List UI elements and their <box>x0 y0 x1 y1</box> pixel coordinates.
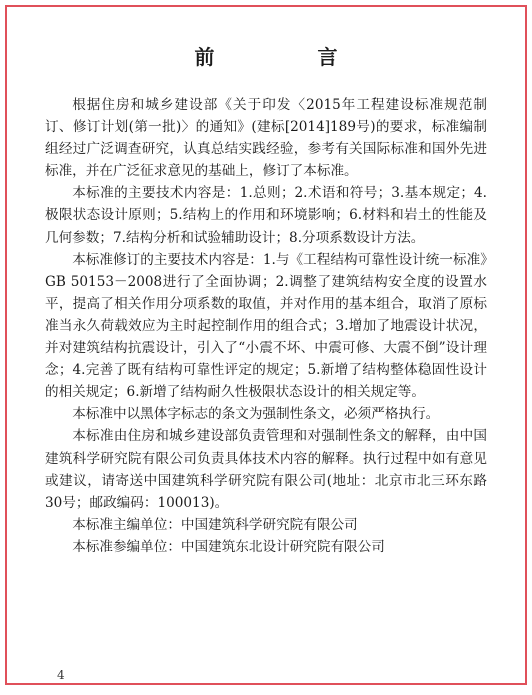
paragraph-chief-editor: 本标准主编单位：中国建筑科学研究院有限公司 <box>72 516 358 533</box>
paragraph-mandatory-clauses: 本标准中以黑体字标志的条文为强制性条文，必须严格执行。 <box>72 406 440 423</box>
paragraph-revision-content: 本标准修订的主要技术内容是：1.与《工程结构可靠性设计统一标准》GB 50153－2008进行了全面协调；2.调整了建筑结构安全度的设置水平，提高了相关作用分项系数的取值，并对作用的基本组合，取消了原标准当永久荷载效应为主时起控制作用的组合式；3.增加了地震设计状况，并对建筑结构抗震设计，引入了“小震不坏、中震可修、大震不倒”设计理念；4.完善了既有结构可靠性评定的规定；5.新增了结构整体稳固性设计的相关规定；6.新增了结构耐久性极限状态设计的相关规定等。 <box>45 251 487 401</box>
paragraph-main-content: 本标准的主要技术内容是：1.总则；2.术语和符号；3.基本规定；4.极限状态设计原则；5.结构上的作用和环境影响；6.材料和岩土的性能及几何参数；7.结构分析和试验辅助设计；8.分项系数设计方法。 <box>45 185 487 246</box>
paragraph-management: 本标准由住房和城乡建设部负责管理和对强制性条文的解释，由中国建筑科学研究院有限公司负责具体技术内容的解释。执行过程中如有意见或建议，请寄送中国建筑科学研究院有限公司(地址：北京市北三环东路30号；邮政编码：100013)。 <box>45 428 487 511</box>
document-page <box>5 5 527 685</box>
document-body <box>45 94 487 558</box>
paragraph-revision-basis: 根据住房和城乡建设部《关于印发〈2015年工程建设标准规范制订、修订计划(第一批)〉的通知》(建标[2014]189号)的要求，标准编制组经过广泛调查研究，认真总结实践经验，参考有关国际标准和国外先进标准，并在广泛征求意见的基础上，修订了本标准。 <box>45 97 487 180</box>
page-title: 前 言 <box>194 45 386 69</box>
paragraph-participating-editor: 本标准参编单位：中国建筑东北设计研究院有限公司 <box>72 538 385 555</box>
page-number: 4 <box>57 668 65 682</box>
